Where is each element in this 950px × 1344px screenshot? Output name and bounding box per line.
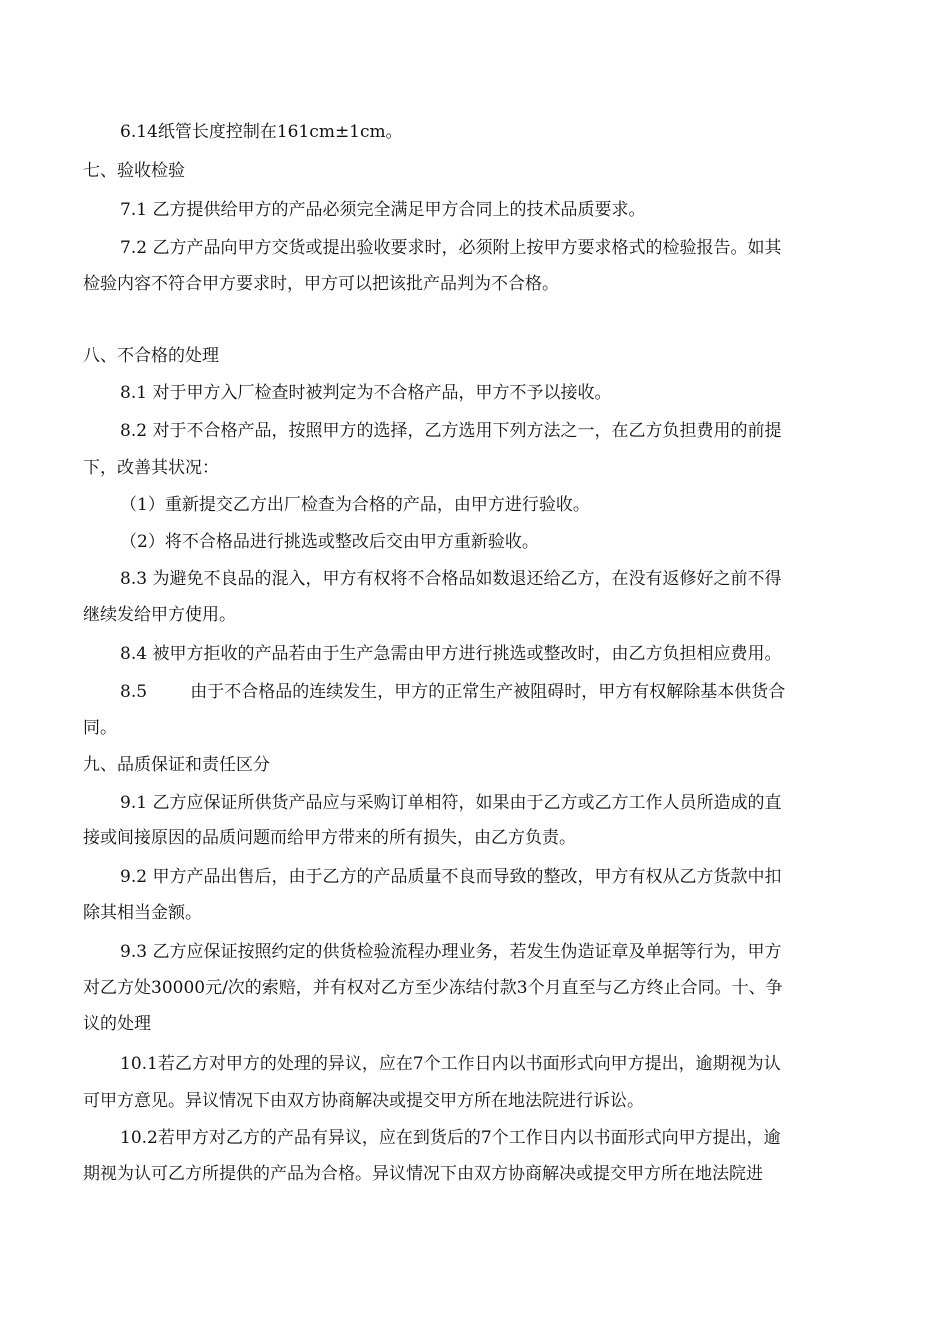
clause-8-1: 8.1 对于甲方入厂检查时被判定为不合格产品，甲方不予以接收。 xyxy=(120,383,612,403)
clause-9-1-cont: 接或间接原因的品质问题而给甲方带来的所有损失，由乙方负责。 xyxy=(83,828,576,848)
clause-8-5-cont: 同。 xyxy=(83,718,117,738)
clause-8-4: 8.4 被甲方拒收的产品若由于生产急需由甲方进行挑选或整改时，由乙方负担相应费用。 xyxy=(120,644,782,664)
section-heading-10-cont: 议的处理 xyxy=(83,1014,151,1034)
clause-9-3-cont: 对乙方处30000元/次的索赔，并有权对乙方至少冻结付款3个月直至与乙方终止合同。十、争 xyxy=(83,978,783,998)
clause-7-2: 7.2 乙方产品向甲方交货或提出验收要求时，必须附上按甲方要求格式的检验报告。如其 xyxy=(120,238,782,258)
clause-8-3-cont: 继续发给甲方使用。 xyxy=(83,605,236,625)
clause-8-2-cont: 下，改善其状况： xyxy=(83,458,219,478)
clause-8-2-option-1: （1）重新提交乙方出厂检查为合格的产品，由甲方进行验收。 xyxy=(120,495,590,515)
clause-10-2-cont: 期视为认可乙方所提供的产品为合格。异议情况下由双方协商解决或提交甲方所在地法院进 xyxy=(83,1164,763,1184)
clause-8-3: 8.3 为避免不良品的混入，甲方有权将不合格品如数退还给乙方，在没有返修好之前不得 xyxy=(120,569,782,589)
clause-7-1: 7.1 乙方提供给甲方的产品必须完全满足甲方合同上的技术品质要求。 xyxy=(120,200,646,220)
clause-9-3: 9.3 乙方应保证按照约定的供货检验流程办理业务，若发生伪造证章及单据等行为，甲方 xyxy=(120,942,782,962)
clause-9-2: 9.2 甲方产品出售后，由于乙方的产品质量不良而导致的整改，甲方有权从乙方货款中扣 xyxy=(120,867,782,887)
clause-7-2-cont: 检验内容不符合甲方要求时，甲方可以把该批产品判为不合格。 xyxy=(83,274,559,294)
clause-8-2: 8.2 对于不合格产品，按照甲方的选择，乙方选用下列方法之一，在乙方负担费用的前提 xyxy=(120,421,782,441)
clause-9-1: 9.1 乙方应保证所供货产品应与采购订单相符，如果由于乙方或乙方工作人员所造成的直 xyxy=(120,793,782,813)
clause-8-5: 8.5 由于不合格品的连续发生，甲方的正常生产被阻碍时，甲方有权解除基本供货合 xyxy=(120,682,786,702)
clause-8-2-option-2: （2）将不合格品进行挑选或整改后交由甲方重新验收。 xyxy=(120,532,539,552)
section-heading-8: 八、不合格的处理 xyxy=(83,346,219,366)
clause-10-2: 10.2若甲方对乙方的产品有异议，应在到货后的7个工作日内以书面形式向甲方提出，逾 xyxy=(120,1128,781,1148)
section-heading-9: 九、品质保证和责任区分 xyxy=(83,755,270,775)
clause-10-1: 10.1若乙方对甲方的处理的异议，应在7个工作日内以书面形式向甲方提出，逾期视为认 xyxy=(120,1054,781,1074)
clause-10-1-cont: 可甲方意见。异议情况下由双方协商解决或提交甲方所在地法院进行诉讼。 xyxy=(83,1091,644,1111)
clause-9-2-cont: 除其相当金额。 xyxy=(83,903,202,923)
clause-6-14: 6.14纸管长度控制在161cm±1cm。 xyxy=(120,122,403,142)
section-heading-7: 七、验收检验 xyxy=(83,161,185,181)
